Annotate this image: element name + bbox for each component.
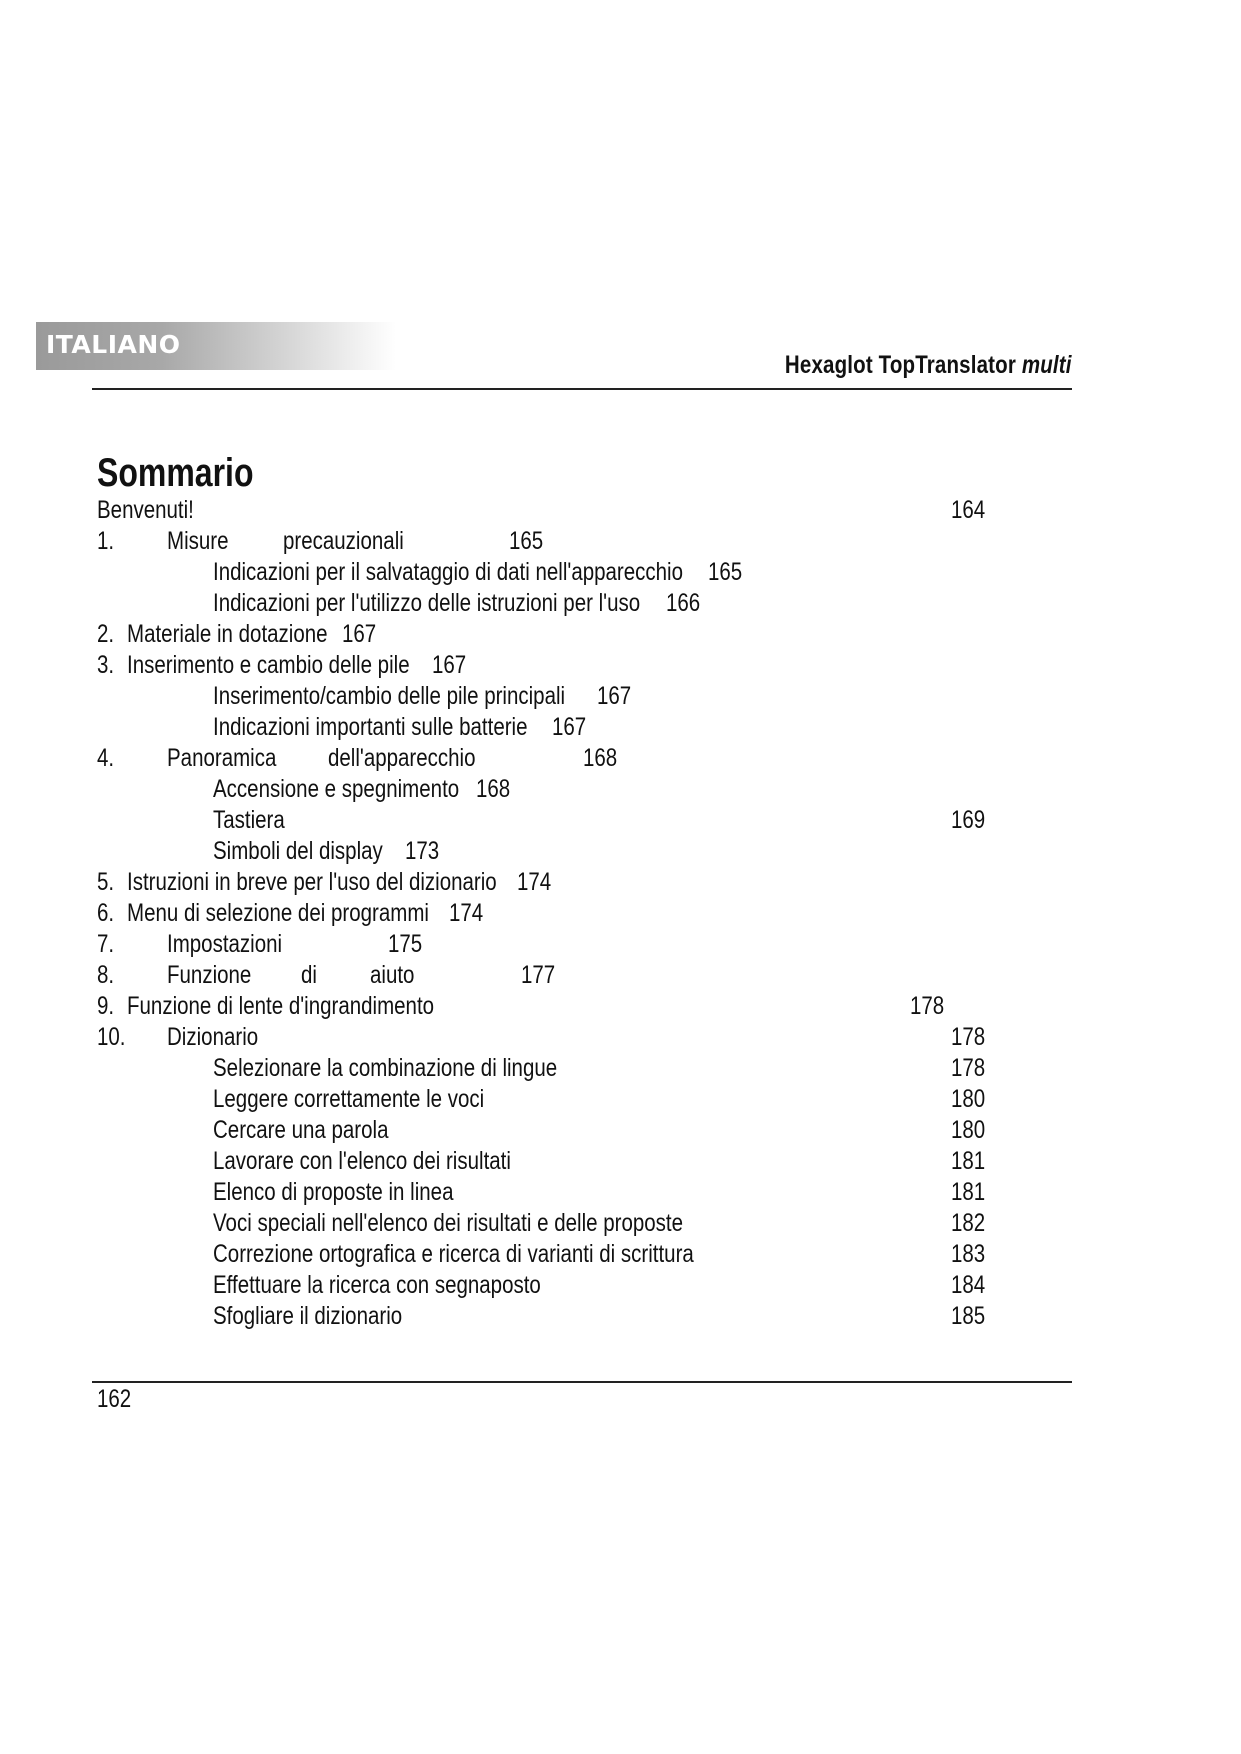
toc-entry [0,557,1241,588]
toc-entry-page: 168 [583,744,618,772]
toc-entry-page: 174 [449,899,484,927]
toc-entry-text: Impostazioni [167,930,283,958]
toc-title: Sommario [97,451,254,495]
product-name: Hexaglot TopTranslator [785,351,1017,379]
toc-entry-page: 184 [951,1271,986,1299]
toc-entry-page: 169 [951,806,986,834]
toc-entry-page: 181 [951,1178,986,1206]
toc-entry [0,619,1241,650]
toc-entry-page: 180 [951,1116,986,1144]
toc-entry [0,836,1241,867]
toc-entry-text: Effettuare la ricerca con segnaposto [213,1271,541,1299]
toc-entry-page: 168 [476,775,511,803]
toc-entry [0,1053,1241,1084]
toc-entry-text: Cercare una parola [213,1116,389,1144]
toc-entry-page: 164 [951,496,986,524]
toc-entry-page: 173 [405,837,440,865]
toc-entry-page: 165 [509,527,544,555]
toc-entry-text: Leggere correttamente le voci [213,1085,485,1113]
header-divider [92,388,1072,390]
toc-entry-number: 5. [97,868,115,896]
toc-entry-number: 10. [97,1023,126,1051]
toc-entry-text: Dizionario [167,1023,259,1051]
toc-entry [0,1146,1241,1177]
toc-entry-page: 167 [342,620,377,648]
toc-entry-text: Inserimento/cambio delle pile principali [213,682,566,710]
footer-divider [92,1381,1072,1383]
toc-entry-text: Benvenuti! [97,496,194,524]
language-tab [36,322,396,370]
toc-entry-number: 9. [97,992,115,1020]
toc-entry [0,805,1241,836]
toc-entry-page: 183 [951,1240,986,1268]
toc-entry-text: Funzione di lente d'ingrandimento [127,992,435,1020]
toc-entry-text: precauzionali [283,527,404,555]
toc-entry [0,929,1241,960]
toc-entry [0,1270,1241,1301]
toc-entry-text: Simboli del display [213,837,383,865]
toc-entry [0,1301,1241,1332]
product-title [785,351,1072,380]
toc-entry [0,1239,1241,1270]
toc-entry [0,712,1241,743]
toc-entry-text: Elenco di proposte in linea [213,1178,454,1206]
toc-entry-page: 165 [708,558,743,586]
toc-entry-page: 167 [432,651,467,679]
toc-entry [0,991,1241,1022]
toc-entry [0,650,1241,681]
toc-entry-text: Indicazioni per l'utilizzo delle istruzioni per l'uso [213,589,641,617]
language-label: ITALIANO [46,330,181,359]
toc-entry-text: Sfogliare il dizionario [213,1302,403,1330]
toc-entry-number: 2. [97,620,115,648]
toc-entry-page: 177 [521,961,556,989]
toc-entry [0,495,1241,526]
toc-entry [0,588,1241,619]
toc-entry-text: Voci speciali nell'elenco dei risultati e delle proposte [213,1209,684,1237]
toc-entry [0,1115,1241,1146]
toc-entry-page: 167 [552,713,587,741]
toc-entry-page: 178 [910,992,945,1020]
toc-entry-text: Indicazioni importanti sulle batterie [213,713,528,741]
toc-entry-text: Funzione [167,961,252,989]
toc-entry [0,898,1241,929]
toc-entry-number: 7. [97,930,115,958]
toc-entry [0,526,1241,557]
toc-entry-page: 174 [517,868,552,896]
toc-entry [0,867,1241,898]
toc-entry-text: Indicazioni per il salvataggio di dati nell'apparecchio [213,558,684,586]
page-number: 162 [97,1385,132,1413]
toc-entry-page: 181 [951,1147,986,1175]
toc-entry-text: Istruzioni in breve per l'uso del dizionario [127,868,497,896]
toc-entry-number: 4. [97,744,115,772]
toc-entry-page: 166 [666,589,701,617]
product-variant: multi [1022,351,1072,379]
toc-entry-text: Materiale in dotazione [127,620,328,648]
toc-entry [0,681,1241,712]
toc-entry-number: 6. [97,899,115,927]
toc-entry-page: 180 [951,1085,986,1113]
toc-entry-text: Accensione e spegnimento [213,775,460,803]
toc-entry-text: Selezionare la combinazione di lingue [213,1054,558,1082]
toc-entry-text: di [301,961,317,989]
toc-entry [0,960,1241,991]
toc-entry-page: 185 [951,1302,986,1330]
toc-entry-page: 178 [951,1023,986,1051]
toc-entry-page: 175 [388,930,423,958]
toc-entry [0,1208,1241,1239]
toc-entry-page: 178 [951,1054,986,1082]
toc-entry-text: Lavorare con l'elenco dei risultati [213,1147,511,1175]
toc-entry [0,1022,1241,1053]
toc-entry [0,743,1241,774]
toc-entry-text: Inserimento e cambio delle pile [127,651,410,679]
toc-entry-text: Tastiera [213,806,285,834]
toc-entry-text: Menu di selezione dei programmi [127,899,429,927]
toc-entry-text: dell'apparecchio [328,744,476,772]
toc-entry-page: 167 [597,682,632,710]
toc-entry-number: 8. [97,961,115,989]
toc-entry-number: 1. [97,527,115,555]
toc-entry-text: Misure [167,527,229,555]
toc-entry [0,1084,1241,1115]
toc-entry [0,1177,1241,1208]
toc-entry-text: Panoramica [167,744,277,772]
toc-entry-text: Correzione ortografica e ricerca di varianti di scrittura [213,1240,694,1268]
toc-entry-text: aiuto [370,961,415,989]
toc-entry [0,774,1241,805]
toc-entry-number: 3. [97,651,115,679]
toc-entry-page: 182 [951,1209,986,1237]
